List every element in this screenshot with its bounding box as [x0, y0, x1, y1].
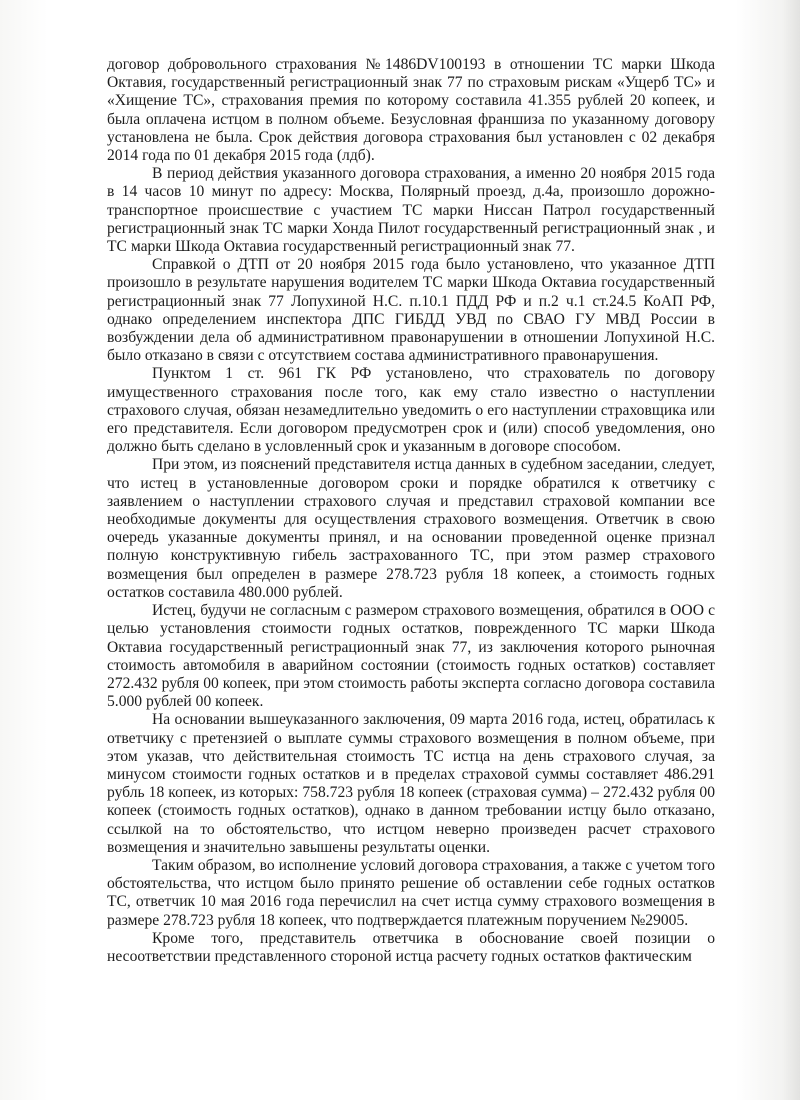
paragraph-defendant-position: Кроме того, представитель ответчика в обоснование своей позиции о несоответствии представленного стороной истца расчету годных остатков фактическим	[107, 929, 715, 965]
paragraph-insurance-contract: договор добровольного страхования №1486DV100193 в отношении ТС марки Шкода Октавия, государственный регистрационный знак 77 по страховым рискам «Ущерб ТС» и «Хищение ТС», страхования премия по которому составила 41.355 рублей 20 копеек, и была оплачена истцом в полном объеме. Безусловная франшиза по указанному договору установлена не была. Срок действия договора страхования был установлен с 02 декабря 2014 года по 01 декабря 2015 года (лдб).	[107, 56, 715, 165]
paragraph-representative-explanation: При этом, из пояснений представителя истца данных в судебном заседании, следует, что истец в установленные договором сроки и порядке обратился к ответчику с заявлением о наступлении страхового случая и представил страховой компании все необходимые документы для осуществления страхового возмещения. Ответчик в свою очередь указанные документы принял, и на основании проведенной оценке признал полную конструктивную гибель застрахованного ТС, при этом размер страхового возмещения был определен в размере 278.723 рубля 18 копеек, а стоимость годных остатков составила 480.000 рублей.	[107, 456, 715, 601]
paragraph-accident: В период действия указанного договора страхования, а именно 20 ноября 2015 года в 14 часов 10 минут по адресу: Москва, Полярный проезд, д.4а, произошло дорожно-транспортное происшествие с участием ТС марки Ниссан Патрол государственный регистрационный знак ТС марки Хонда Пилот государственный регистрационный знак , и ТС марки Шкода Октавиа государственный регистрационный знак 77.	[107, 165, 715, 256]
paragraph-independent-appraisal: Истец, будучи не согласным с размером страхового возмещения, обратился в ООО с целью установления стоимости годных остатков, поврежденного ТС марки Шкода Октавиа государственный регистрационный знак 77, из заключения которого рыночная стоимость автомобиля в аварийном состоянии (стоимость годных остатков) составляет 272.432 рубля 00 копеек, при этом стоимость работы эксперта согласно договора составила 5.000 рублей 00 копеек.	[107, 602, 715, 711]
paragraph-accident-report: Справкой о ДТП от 20 ноября 2015 года было установлено, что указанное ДТП произошло в результате нарушения водителем ТС марки Шкода Октавиа государственный регистрационный знак 77 Лопухиной Н.С. п.10.1 ПДД РФ и п.2 ч.1 ст.24.5 КоАП РФ, однако определением инспектора ДПС ГИБДД УВД по СВАО ГУ МВД России в возбуждении дела об административном правонарушении в отношении Лопухиной Н.С. было отказано в связи с отсутствием состава административного правонарушения.	[107, 256, 715, 365]
paragraph-claim: На основании вышеуказанного заключения, 09 марта 2016 года, истец, обратилась к ответчику с претензией о выплате суммы страхового возмещения в полном объеме, при этом указав, что действительная стоимость ТС истца на день страхового случая, за минусом стоимости годных остатков и в пределах страховой суммы составляет 486.291 рубль 18 копеек, из которых: 758.723 рубля 18 копеек (страховая сумма) – 272.432 рубля 00 копеек (стоимость годных остатков), однако в данном требовании истцу было отказано, ссылкой на то обстоятельство, что истцом неверно произведен расчет страхового возмещения и значительно завышены результаты оценки.	[107, 711, 715, 856]
page-shadow-edge	[782, 0, 800, 1100]
document-body	[107, 56, 715, 966]
paragraph-payment: Таким образом, во исполнение условий договора страхования, а также с учетом того обстоятельства, что истцом было принято решение об оставлении себе годных остатков ТС, ответчик 10 мая 2016 года перечислил на счет истца сумму страхового возмещения в размере 278.723 рубля 18 копеек, что подтверждается платежным поручением №29005.	[107, 856, 715, 929]
paragraph-civil-code: Пунктом 1 ст. 961 ГК РФ установлено, что страхователь по договору имущественного страхования после того, как ему стало известно о наступлении страхового случая, обязан незамедлительно уведомить о его наступлении страховщика или его представителя. Если договором предусмотрен срок и (или) способ уведомления, оно должно быть сделано в условленный срок и указанным в договоре способом.	[107, 365, 715, 456]
